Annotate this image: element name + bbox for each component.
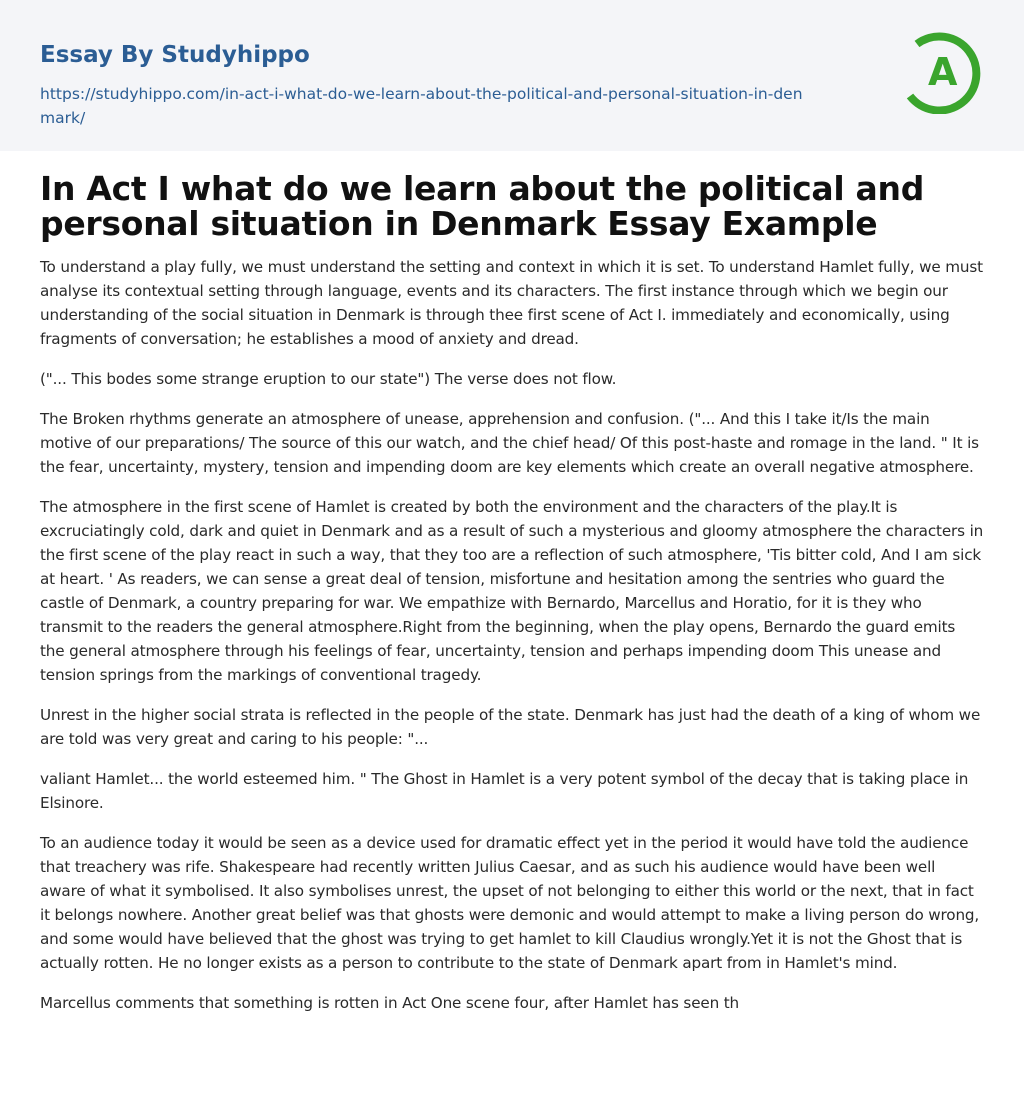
site-header: [0, 0, 1024, 151]
source-url-link[interactable]: https://studyhippo.com/in-act-i-what-do-we-learn-about-the-political-and-personal-situation-in-denmark/: [40, 85, 803, 127]
paragraph: To an audience today it would be seen as a device used for dramatic effect yet in the period it would have told the audience that treachery was rife. Shakespeare had recently written Julius Caesar, and as such his audience would have been well aware of what it symbolised. It also symbolises unrest, the upset of not belonging to either this world or the next, that in fact it belongs nowhere. Another great belief was that ghosts were demonic and would attempt to make a living person do wrong, and some would have believed that the ghost was trying to get hamlet to kill Claudius wrongly.Yet it is not the Ghost that is actually rotten. He no longer exists as a person to contribute to the state of Denmark apart from in Hamlet's mind.: [40, 834, 980, 972]
brand-title[interactable]: Essay By Studyhippo: [40, 42, 310, 68]
article: [0, 151, 1024, 1015]
paragraph: Unrest in the higher social strata is reflected in the people of the state. Denmark has just had the death of a king of whom we are told was very great and caring to his people: "...: [40, 706, 981, 748]
paragraph: The atmosphere in the first scene of Hamlet is created by both the environment and the characters of the play.It is excruciatingly cold, dark and quiet in Denmark and as a result of such a mysterious and gloomy atmosphere the characters in the first scene of the play react in such a way, that they too are a reflection of such atmosphere, 'Tis bitter cold, And I am sick at heart. ' As readers, we can sense a great deal of tension, misfortune and hesitation among the sentries who guard the castle of Denmark, a country preparing for war. We empathize with Bernardo, Marcellus and Horatio, for it is they who transmit to the readers the general atmosphere.Right from the beginning, when the play opens, Bernardo the guard emits the general atmosphere through his feelings of fear, uncertainty, tension and perhaps impending doom This unease and tension springs from the markings of conventional tragedy.: [40, 498, 984, 684]
paragraph: Marcellus comments that something is rotten in Act One scene four, after Hamlet has seen th: [40, 994, 740, 1012]
logo-letter: A: [928, 50, 958, 94]
page-title: In Act I what do we learn about the political and personal situation in Denmark Essay Example: [40, 169, 925, 243]
paragraph: valiant Hamlet... the world esteemed him. " The Ghost in Hamlet is a very potent symbol of the decay that is taking place in Elsinore.: [40, 770, 969, 812]
paragraph: To understand a play fully, we must understand the setting and context in which it is set. To understand Hamlet fully, we must analyse its contextual setting through language, events and its characters. The first instance through which we begin our understanding of the social situation in Denmark is through thee first scene of Act I. immediately and economically, using fragments of conversation; he establishes a mood of anxiety and dread.: [40, 258, 983, 348]
studyhippo-logo-icon[interactable]: [900, 30, 984, 114]
paragraph: ("... This bodes some strange eruption to our state") The verse does not flow.: [40, 370, 617, 388]
paragraph: The Broken rhythms generate an atmosphere of unease, apprehension and confusion. ("... And this I take it/Is the main motive of our preparations/ The source of this our watch, and the chief head/ Of this post-haste and romage in the land. " It is the fear, uncertainty, mystery, tension and impending doom are key elements which create an overall negative atmosphere.: [40, 410, 979, 476]
